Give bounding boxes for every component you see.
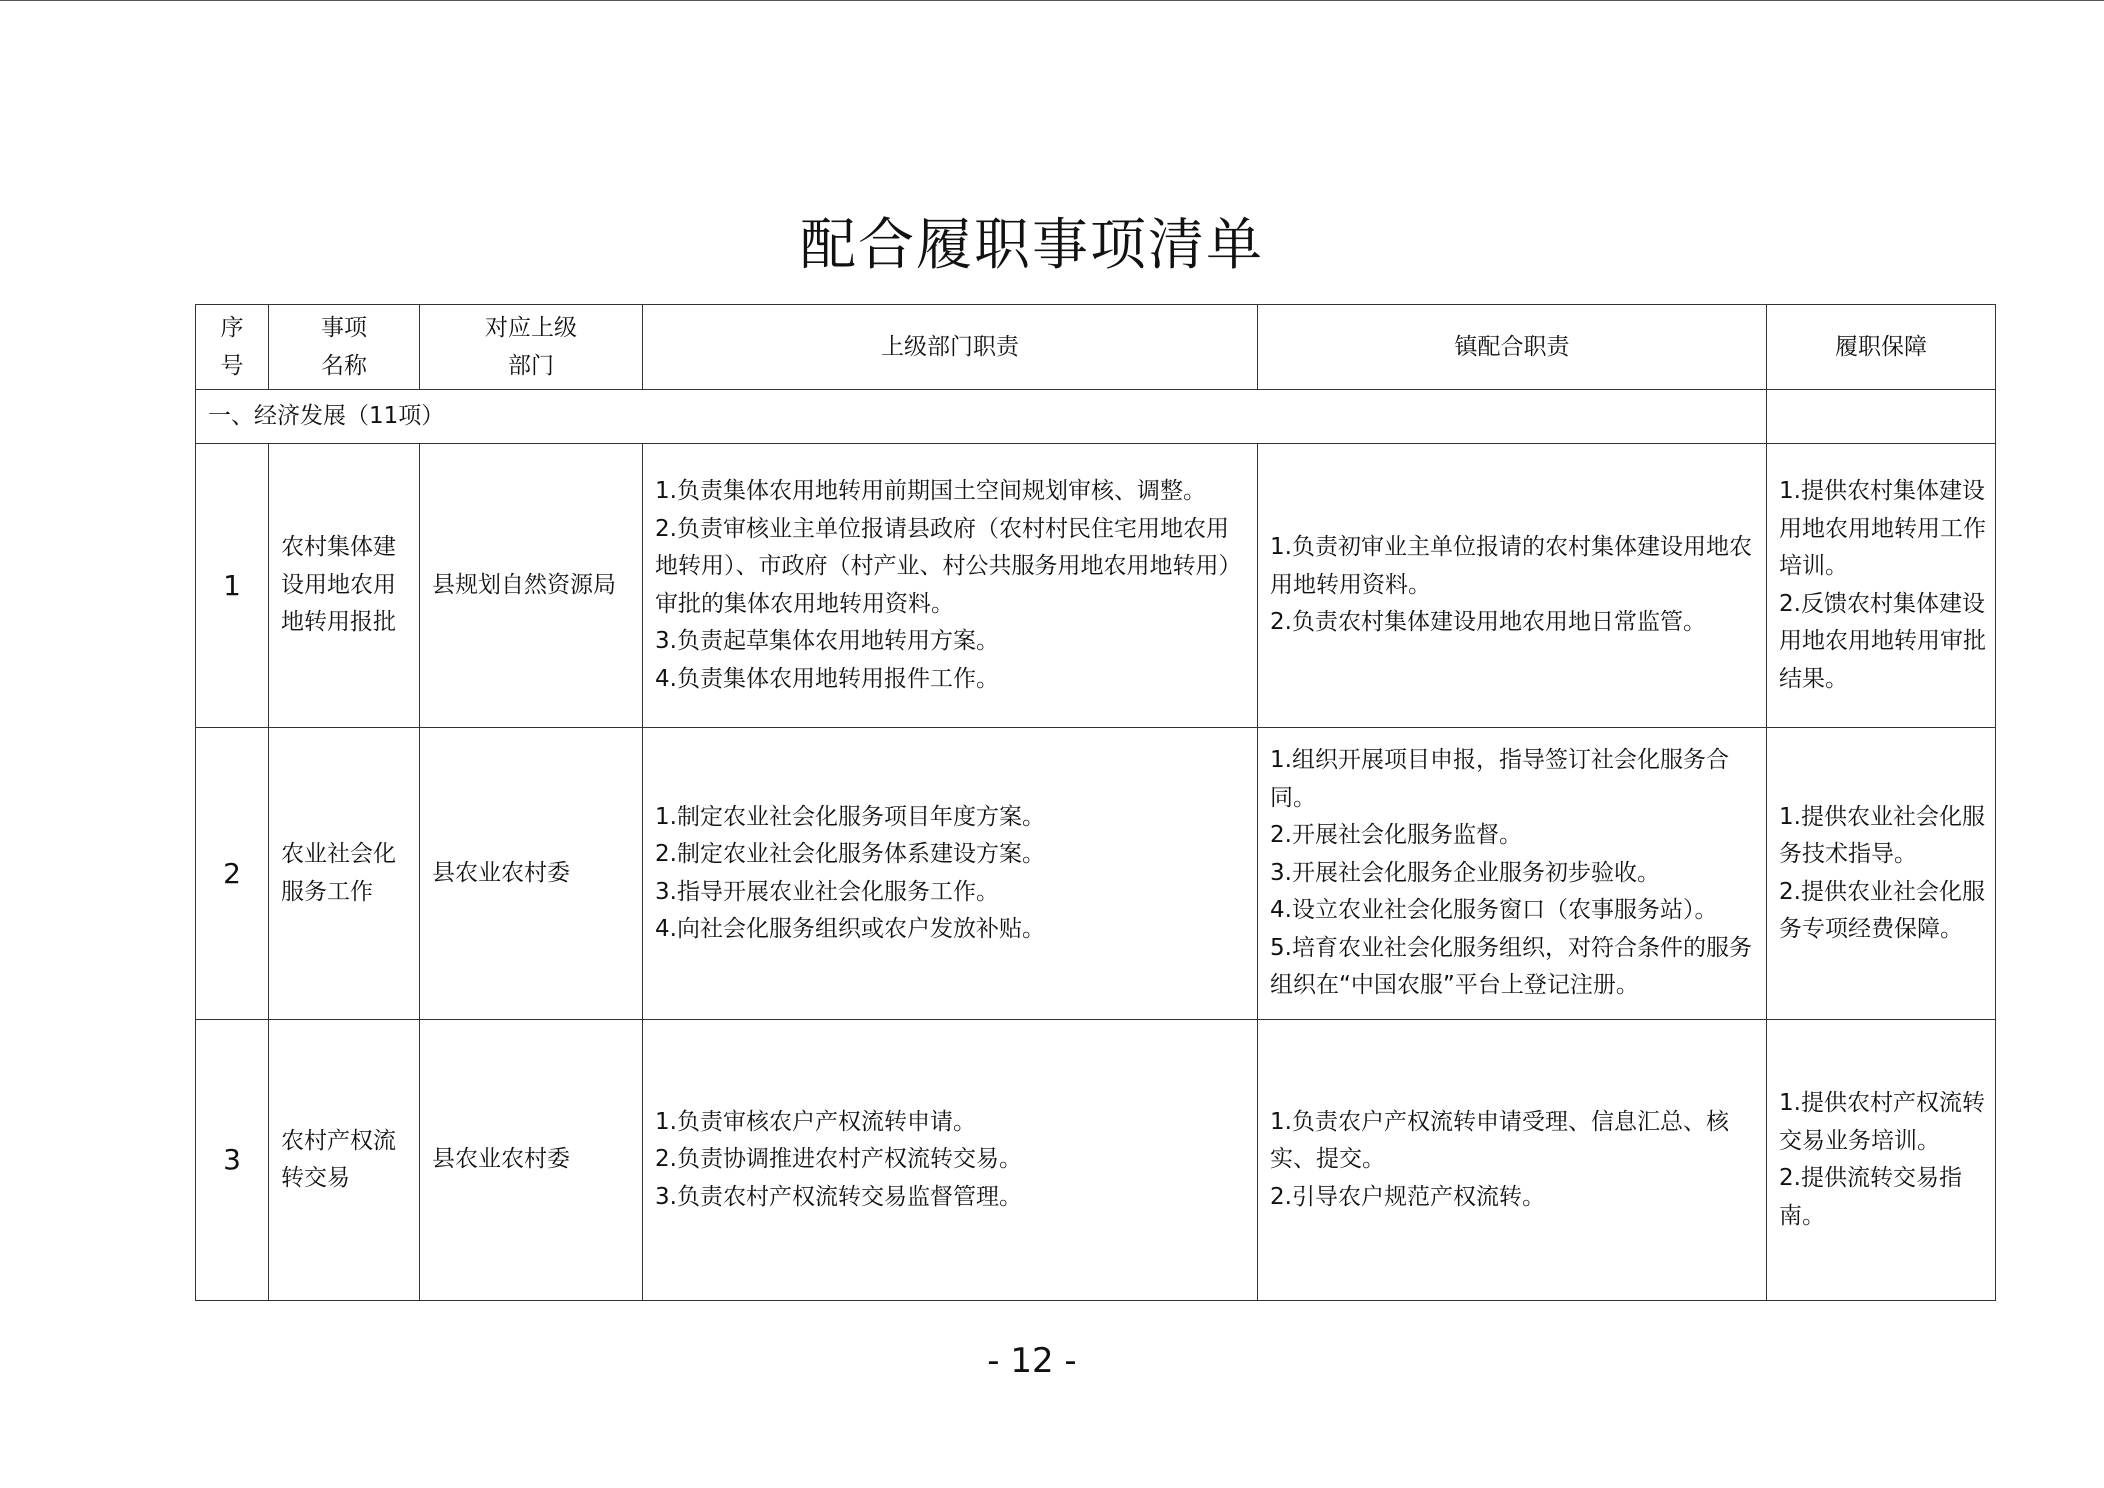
duty-item: 2.引导农户规范产权流转。: [1270, 1183, 1545, 1210]
header-town: 镇配合职责: [1258, 305, 1767, 390]
cell-upper: [643, 728, 1258, 1020]
duty-item: 1.提供农村产权流转交易业务培训。: [1779, 1090, 1985, 1154]
table-header-row: [196, 305, 1996, 390]
header-guarantee: 履职保障: [1767, 305, 1996, 390]
table-row: [196, 728, 1996, 1020]
page-title: 配合履职事项清单: [800, 213, 1264, 278]
header-dept: 对应上级 部门: [420, 305, 643, 390]
duty-item: 2.开展社会化服务监督。: [1270, 822, 1522, 849]
cell-name: 农村产权流转交易: [269, 1020, 420, 1301]
duty-item: 1.制定农业社会化服务项目年度方案。: [655, 803, 1045, 830]
cell-seq: 3: [196, 1020, 269, 1301]
duty-item: 1.提供农业社会化服务技术指导。: [1779, 803, 1985, 867]
duty-item: 4.向社会化服务组织或农户发放补贴。: [655, 916, 1045, 942]
duty-item: 3.开展社会化服务企业服务初步验收。: [1270, 859, 1660, 886]
duty-item: 4.负责集体农用地转用报件工作。: [655, 665, 999, 692]
duty-item: 5.培育农业社会化服务组织，对符合条件的服务组织在“中国农服”平台上登记注册。: [1270, 934, 1752, 999]
duty-item: 2.制定农业社会化服务体系建设方案。: [655, 841, 1045, 867]
cell-seq: 2: [196, 728, 269, 1020]
duty-item: 2.负责协调推进农村产权流转交易。: [655, 1146, 1022, 1173]
cell-dept: 县农业农村委: [420, 728, 643, 1020]
cell-dept: 县规划自然资源局: [420, 444, 643, 728]
duty-item: 2.提供流转交易指南。: [1779, 1165, 1962, 1229]
duty-table: [195, 304, 1996, 1301]
duty-item: 2.负责农村集体建设用地农用地日常监管。: [1270, 609, 1706, 636]
duty-item: 2.负责审核业主单位报请县政府（农村村民住宅用地农用地转用）、市政府（村产业、村公共服务用地农用地转用）审批的集体农用地转用资料。: [655, 515, 1242, 617]
duty-item: 1.负责集体农用地转用前期国土空间规划审核、调整。: [655, 478, 1206, 504]
section-empty-cell: [1767, 390, 1996, 444]
header-name: 事项 名称: [269, 305, 420, 390]
section-title: 一、经济发展（11项）: [196, 390, 1767, 444]
duty-item: 4.设立农业社会化服务窗口（农事服务站）。: [1270, 897, 1718, 924]
duty-item: 3.负责起草集体农用地转用方案。: [655, 628, 999, 654]
cell-guarantee: [1767, 728, 1996, 1020]
duty-item: 3.指导开展农业社会化服务工作。: [655, 878, 999, 905]
duty-item: 1.负责初审业主单位报请的农村集体建设用地农用地转用资料。: [1270, 534, 1752, 598]
cell-name: 农村集体建设用地农用地转用报批: [269, 444, 420, 728]
table-row: [196, 444, 1996, 728]
cell-town: [1258, 1020, 1767, 1301]
cell-town: [1258, 728, 1767, 1020]
header-seq: 序 号: [196, 305, 269, 390]
page-number: - 12 -: [987, 1341, 1077, 1381]
cell-name: 农业社会化服务工作: [269, 728, 420, 1020]
duty-item: 1.提供农村集体建设用地农用地转用工作培训。: [1779, 478, 1986, 579]
section-row: [196, 390, 1996, 444]
header-upper: 上级部门职责: [643, 305, 1258, 390]
cell-upper: [643, 1020, 1258, 1301]
duty-item: 1.负责农户产权流转申请受理、信息汇总、核实、提交。: [1270, 1108, 1729, 1173]
cell-guarantee: [1767, 444, 1996, 728]
cell-town: [1258, 444, 1767, 728]
cell-dept: 县农业农村委: [420, 1020, 643, 1301]
duty-item: 3.负责农村产权流转交易监督管理。: [655, 1183, 1022, 1210]
cell-seq: 1: [196, 444, 269, 728]
duty-item: 2.提供农业社会化服务专项经费保障。: [1779, 878, 1985, 942]
table-row: [196, 1020, 1996, 1301]
duty-item: 1.负责审核农户产权流转申请。: [655, 1108, 976, 1135]
duty-item: 1.组织开展项目申报，指导签订社会化服务合同。: [1270, 747, 1729, 811]
cell-guarantee: [1767, 1020, 1996, 1301]
duty-item: 2.反馈农村集体建设用地农用地转用审批结果。: [1779, 590, 1986, 692]
cell-upper: [643, 444, 1258, 728]
